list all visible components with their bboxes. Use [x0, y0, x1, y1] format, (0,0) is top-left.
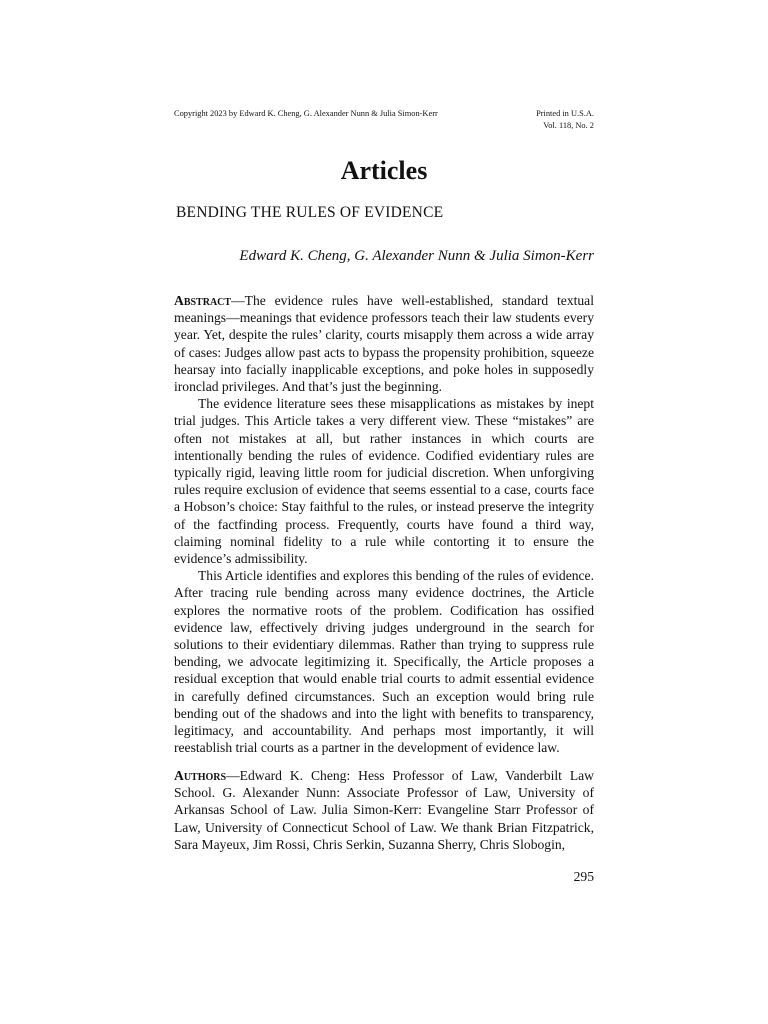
page-number: 295: [573, 869, 594, 884]
authors-note-text: Edward K. Cheng: Hess Professor of Law, Vanderbilt Law School. G. Alexander Nunn: Associate Professor of Law, University of Arkansas School of Law. Julia Simon-Kerr: Evangeline Starr Professor of Law, University of Connecticut School of Law. We thank Brian Fitzpatrick, Sara Mayeux, Jim Rossi, Chris Serkin, Suzanna Sherry, Chris Slobogin,: [174, 768, 594, 852]
abstract-paragraph-1: [174, 292, 594, 395]
abstract-dash: —: [231, 293, 245, 308]
section-heading: Articles: [340, 156, 428, 185]
authors-dash: —: [226, 768, 240, 783]
abstract-label: Abstract: [174, 293, 232, 308]
abstract-paragraph-3: This Article identifies and explores this bending of the rules of evidence. After tracing rule bending across many evidence doctrines, the Article explores the normative roots of the problem. Codification has ossified evidence law, effectively driving judges underground in the search for solutions to their evidentiary dilemmas. Rather than trying to suppress rule bending, we advocate legitimizing it. Specifically, the Article proposes a residual exception that would enable trial courts to admit essential evidence in carefully defined circumstances. Such an exception would bring rule bending out of the shadows and into the light with benefits to transparency, legitimacy, and accountability. And perhaps most importantly, it will reestablish trial courts as a partner in the development of evidence law.: [174, 568, 594, 756]
article-title: BENDING THE RULES OF EVIDENCE: [176, 204, 444, 221]
copyright-line: Copyright 2023 by Edward K. Cheng, G. Alexander Nunn & Julia Simon-Kerr: [174, 109, 438, 118]
authors-label: Authors: [174, 768, 227, 783]
authors-note: [174, 767, 594, 853]
volume-number: Vol. 118, No. 2: [543, 121, 594, 130]
publication-info: [536, 108, 594, 132]
printed-location: Printed in U.S.A.: [536, 109, 594, 118]
abstract: [174, 292, 594, 756]
abstract-paragraph-1-text: The evidence rules have well-established, standard textual meanings—meanings that evidence professors teach their law students every year. Yet, despite the rules’ clarity, courts misapply them across a wide array of cases: Judges allow past acts to bypass the propensity prohibition, squeeze hearsay into facially inapplicable exceptions, and poke holes in supposedly ironclad privileges. And that’s just the beginning.: [174, 293, 594, 395]
abstract-paragraph-2: The evidence literature sees these misapplications as mistakes by inept trial judges. This Article takes a very different view. These “mistakes” are often not mistakes at all, but rather instances in which courts are intentionally bending the rules of evidence. Codified evidentiary rules are typically rigid, leaving little room for judicial discretion. When unforgiving rules require exclusion of evidence that seems essential to a case, courts face a Hobson’s choice: Stay faithful to the rules, or instead preserve the integrity of the factfinding process. Frequently, courts have found a third way, claiming nominal fidelity to a rule while contorting it to ensure the evidence’s admissibility.: [174, 396, 594, 567]
authors-note-paragraph: [174, 767, 594, 853]
author-byline: Edward K. Cheng, G. Alexander Nunn & Julia Simon-Kerr: [239, 248, 594, 264]
